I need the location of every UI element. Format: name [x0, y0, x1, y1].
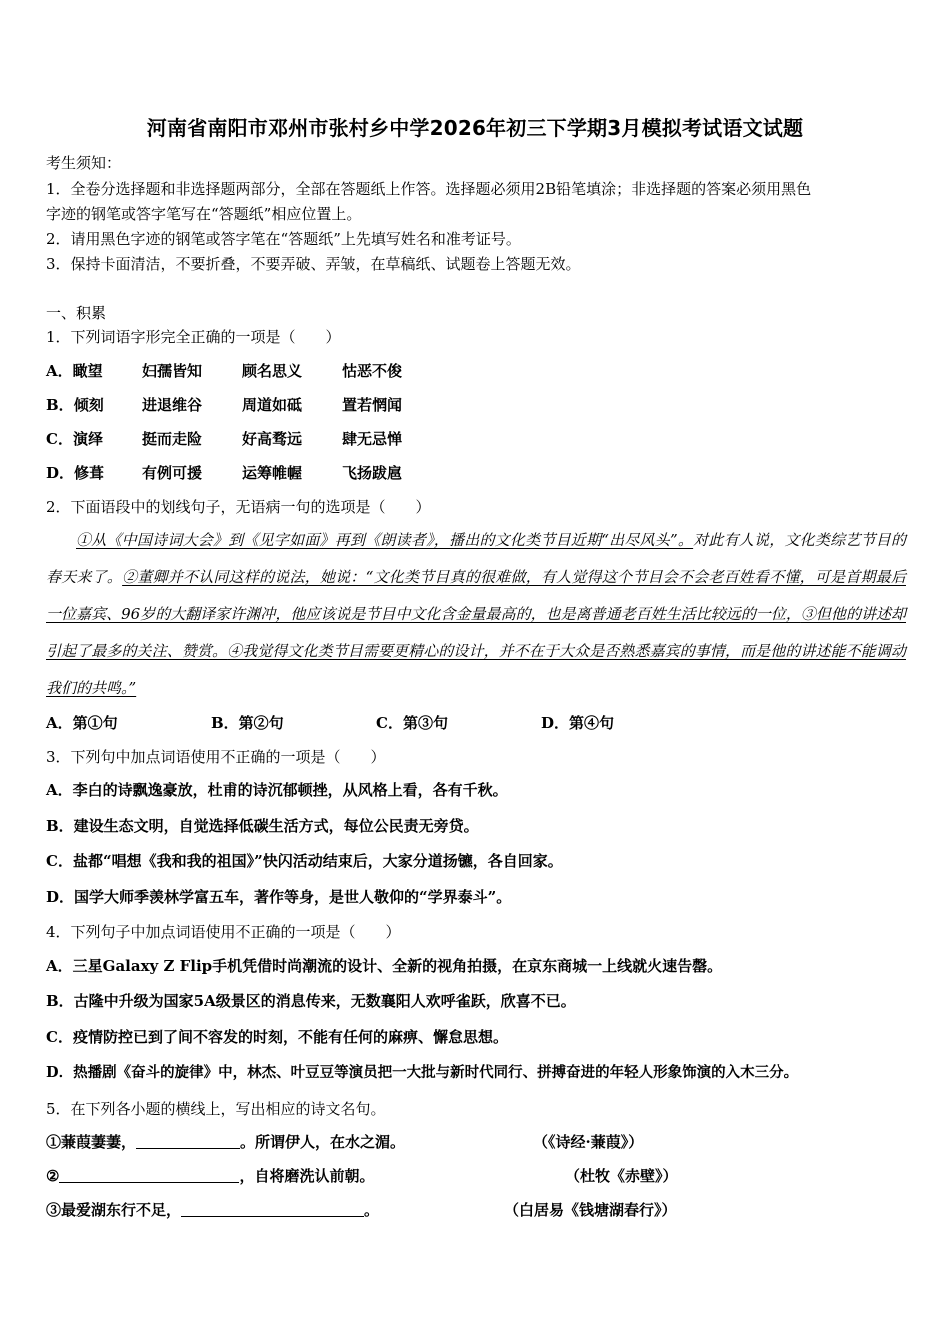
option-label: C．演绎: [46, 430, 103, 448]
option-label: D．修葺: [46, 464, 105, 482]
q3-option: D．国学大师季羡林学富五车，著作等身，是世人敬仰的“学界泰斗”。: [46, 888, 512, 906]
option-word: 肆无忌惮: [342, 430, 403, 448]
option-word: 挺而走险: [142, 430, 203, 448]
option-word: 运筹帷幄: [242, 464, 303, 482]
question-stem: 2．下面语段中的划线句子，无语病一句的选项是（ ）: [46, 498, 431, 516]
q1-option-c: [46, 428, 442, 450]
q4-option: B．古隆中升级为国家5A级景区的消息传来，无数襄阳人欢呼雀跃，欣喜不已。: [46, 992, 576, 1010]
option-word: 有例可援: [142, 464, 203, 482]
option-word: 周道如砥: [242, 396, 303, 414]
option: A．第①句: [46, 714, 118, 732]
q3-option: C．盐都“唱想《我和我的祖国》”快闪活动结束后，大家分道扬镳，各自回家。: [46, 852, 563, 870]
q5-source: （杜牧《赤壁》）: [565, 1167, 678, 1185]
option: C．第③句: [376, 714, 448, 732]
answer-blank[interactable]: [59, 1168, 239, 1183]
question-stem: 5．在下列各小题的横线上，写出相应的诗文名句。: [46, 1100, 386, 1118]
q1-option-a: [46, 360, 442, 382]
question-stem: 4．下列句子中加点词语使用不正确的一项是（ ）: [46, 923, 401, 941]
q5-item: ② ，自将磨洗认前朝。: [46, 1167, 375, 1185]
notice-item: 1．全卷分选择题和非选择题两部分，全部在答题纸上作答。选择题必须用2B铅笔填涂；非选择题的答案必须用黑色: [46, 180, 812, 198]
option-word: 进退维谷: [142, 396, 203, 414]
q5-source: （《诗经·蒹葭》）: [533, 1133, 644, 1151]
page-title: 河南省南阳市邓州市张村乡中学2026年初三下学期3月模拟考试语文试题: [146, 116, 804, 140]
notice-item: 2．请用黑色字迹的钢笔或答字笔在“答题纸”上先填写姓名和准考证号。: [46, 230, 521, 248]
option: B．第②句: [211, 714, 284, 732]
option-word: 好高骛远: [242, 430, 303, 448]
underlined-sentence: ③但他的讲述却引起了最多的关注、赞赏。: [46, 605, 906, 660]
q1-option-d: [46, 462, 442, 484]
q5-item: ①蒹葭萋萋， 。所谓伊人，在水之湄。: [46, 1133, 406, 1151]
underlined-sentence: ②董卿并不认同这样的说法，她说：“文化类节目真的很难做，有人觉得这个节目会不会老百姓看不懂，可是首期最后一位嘉宾、96岁的大翻译家许渊冲，他应该说是节目中文化含金量最高的，也是离普通老百姓生活比较远的一位，: [46, 568, 906, 623]
underlined-sentence: ④我觉得文化类节目需要更精心的设计，并不在于大众是否熟悉嘉宾的事情，而是他的讲述能不能调动我们的共鸣。”: [46, 642, 906, 697]
answer-blank[interactable]: [136, 1134, 240, 1149]
passage-text: 对此有人说，文化类综艺节目的春天来了。: [46, 531, 906, 586]
q2-options: [46, 712, 706, 734]
option-label: B．倾刻: [46, 396, 104, 414]
notice-item: 3．保持卡面清洁，不要折叠，不要弄破、弄皱，在草稿纸、试题卷上答题无效。: [46, 255, 581, 273]
q5-source: （白居易《钱塘湖春行》）: [504, 1201, 677, 1219]
answer-blank[interactable]: [181, 1202, 364, 1217]
q4-option: C．疫情防控已到了间不容发的时刻，不能有任何的麻痹、懈怠思想。: [46, 1028, 508, 1046]
question-stem: 1．下列词语字形完全正确的一项是（ ）: [46, 328, 341, 346]
notice-item: 字迹的钢笔或答字笔写在“答题纸”相应位置上。: [46, 205, 362, 223]
option: D．第④句: [541, 714, 615, 732]
q4-option: A．三星Galaxy Z Flip手机凭借时尚潮流的设计、全新的视角拍摄，在京东商城一上线就火速告罄。: [46, 957, 723, 975]
question-stem: 3．下列句中加点词语使用不正确的一项是（ ）: [46, 748, 386, 766]
option-word: 飞扬跋扈: [342, 464, 403, 482]
q3-option: A．李白的诗飘逸豪放，杜甫的诗沉郁顿挫，从风格上看，各有千秋。: [46, 781, 508, 799]
q2-passage: [46, 522, 906, 707]
q3-option: B．建设生态文明，自觉选择低碳生活方式，每位公民责无旁贷。: [46, 817, 479, 835]
option-word: 妇孺皆知: [142, 362, 203, 380]
q1-option-b: [46, 394, 442, 416]
option-word: 顾名思义: [242, 362, 303, 380]
q4-option: D．热播剧《奋斗的旋律》中，林杰、叶豆豆等演员把一大批与新时代同行、拼搏奋进的年轻人形象饰演的入木三分。: [46, 1064, 799, 1081]
notice-heading: 考生须知：: [46, 154, 122, 172]
section-heading: 一、积累: [46, 304, 107, 322]
option-label: A．瞰望: [46, 362, 103, 380]
underlined-sentence: ①从《中国诗词大会》到《见字如面》再到《朗读者》，播出的文化类节目近期“出尽风头”。: [76, 531, 694, 549]
option-word: 置若惘闻: [342, 396, 403, 414]
q5-item: ③最爱湖东行不足， 。: [46, 1201, 380, 1219]
option-word: 怙恶不俊: [342, 362, 403, 380]
